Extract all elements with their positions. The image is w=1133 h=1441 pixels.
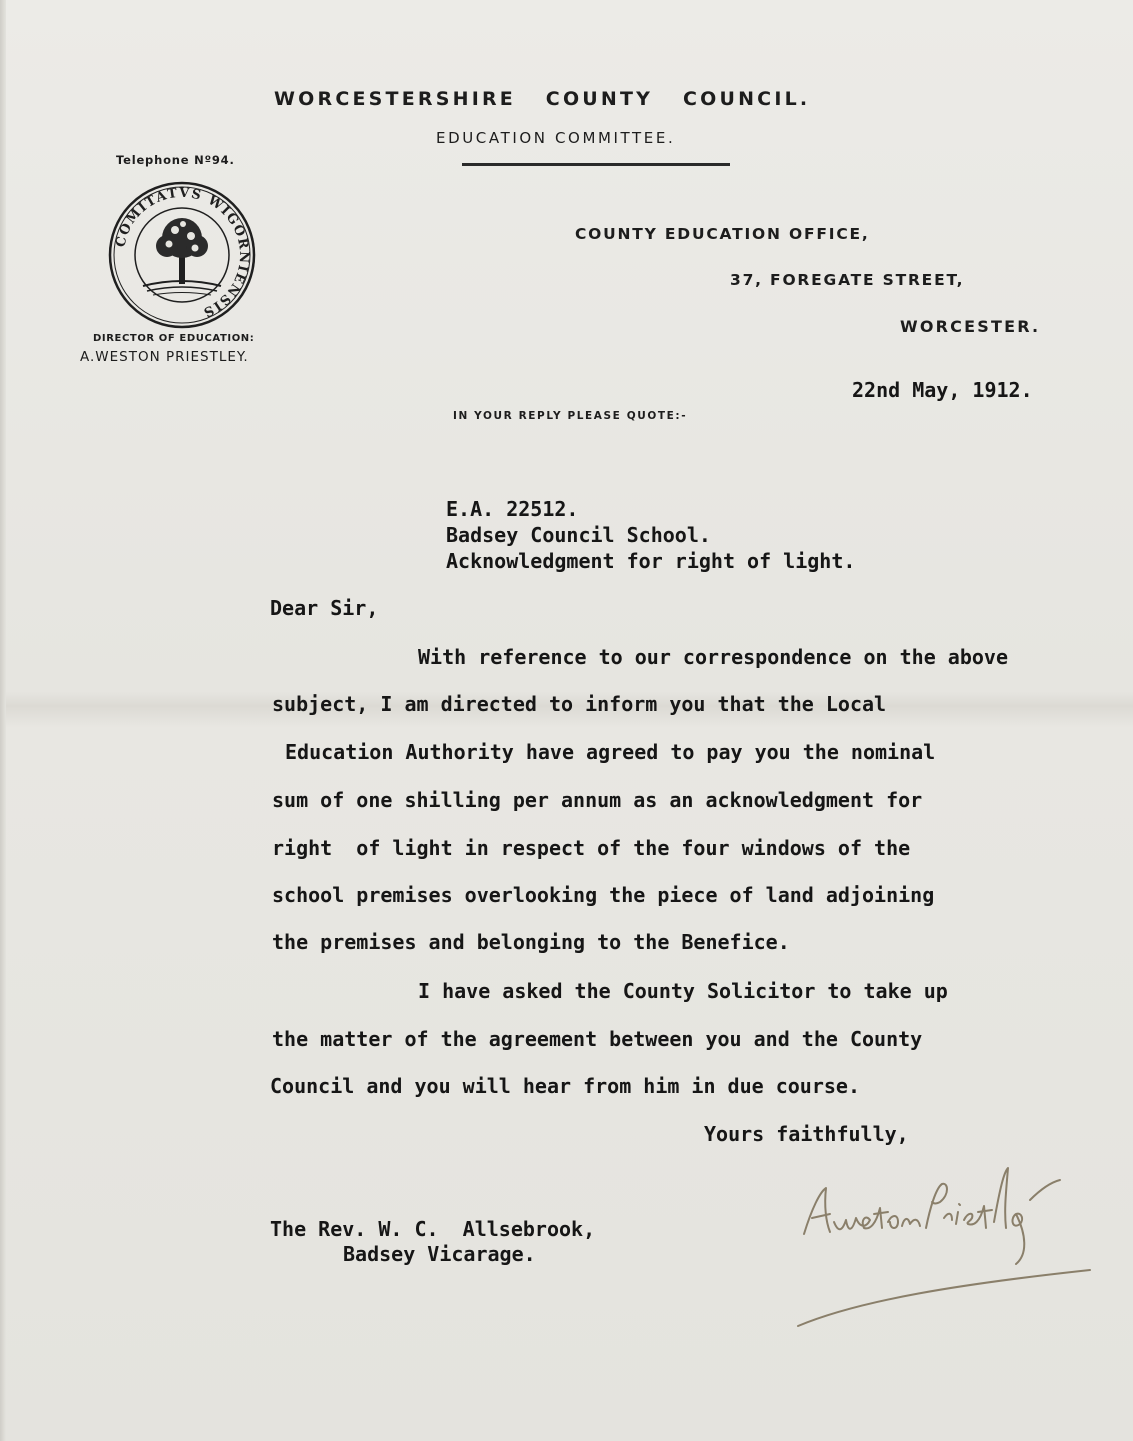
closing: Yours faithfully, [704,1122,909,1146]
body-line: I have asked the County Solicitor to take up [418,979,948,1003]
telephone-number: Telephone Nº94. [116,153,235,167]
reference-line: Badsey Council School. [446,523,711,547]
body-line: right of light in respect of the four windows of the [272,836,911,860]
recipient-name: The Rev. W. C. Allsebrook, [270,1217,596,1241]
address-line-3: WORCESTER. [900,317,1041,336]
director-name: A.WESTON PRIESTLEY. [80,349,249,365]
body-line: school premises overlooking the piece of land adjoining [272,883,935,907]
body-line: Council and you will hear from him in due course. [270,1074,861,1098]
body-line: sum of one shilling per annum as an acknowledgment for [272,788,923,812]
body-line: the premises and belonging to the Benefice. [272,930,790,954]
body-line: the matter of the agreement between you and the County [272,1027,923,1051]
body-line: subject, I am directed to inform you that the Local [272,692,887,716]
committee-heading: EDUCATION COMMITTEE. [436,129,676,147]
recipient-address: Badsey Vicarage. [343,1242,536,1266]
paper-edge [0,0,6,1441]
reference-line: E.A. 22512. [446,497,579,521]
director-role: DIRECTOR OF EDUCATION: [93,333,255,344]
reply-quote-label: IN YOUR REPLY PLEASE QUOTE:- [453,410,688,422]
county-seal-icon [107,180,257,330]
handwritten-signature [790,1148,1110,1338]
address-line-1: COUNTY EDUCATION OFFICE, [575,225,870,243]
body-line: With reference to our correspondence on the above [418,645,1009,669]
letter-date: 22nd May, 1912. [852,378,1033,402]
council-heading: WORCESTERSHIRE COUNTY COUNCIL. [274,88,811,110]
body-line: Education Authority have agreed to pay you the nominal [285,740,936,764]
address-line-2: 37, FOREGATE STREET, [730,271,965,289]
svg-text:COMITATVS WIGORNIENSIS: COMITATVS WIGORNIENSIS [113,185,252,320]
salutation: Dear Sir, [270,596,379,620]
heading-rule [462,163,730,166]
reference-line: Acknowledgment for right of light. [446,549,856,573]
